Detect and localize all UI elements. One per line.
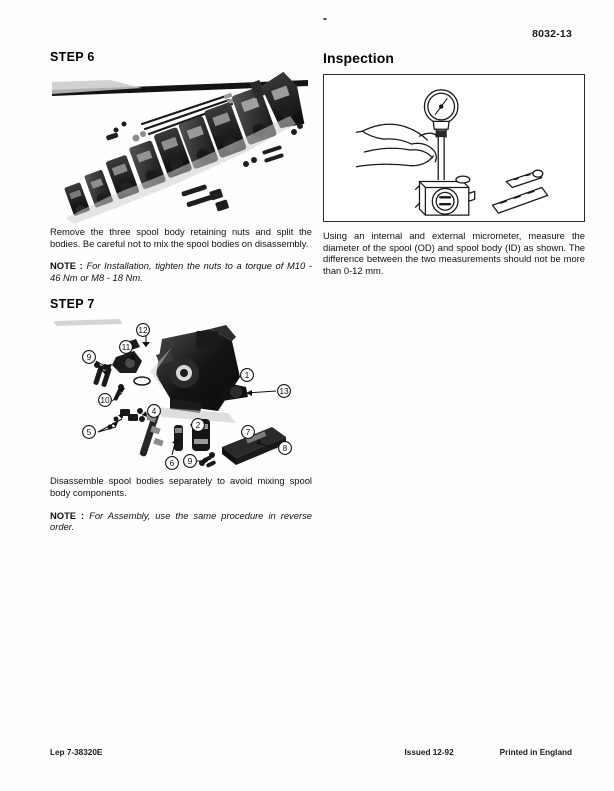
step-7-note xyxy=(50,510,312,533)
svg-text:13: 13 xyxy=(279,386,289,397)
svg-text:12: 12 xyxy=(138,325,148,336)
micrometer-bore-gauge-measurement-drawing xyxy=(324,75,584,221)
callout-9 xyxy=(83,351,96,364)
scan-artifact-dot xyxy=(323,18,327,20)
step-7-note-label: NOTE : xyxy=(50,509,85,521)
callout-13 xyxy=(278,385,291,398)
left-column xyxy=(50,50,312,533)
step-7-figure xyxy=(50,315,312,475)
callout-5 xyxy=(83,426,96,439)
step-6-title: STEP 6 xyxy=(50,50,95,64)
callout-12 xyxy=(137,324,150,337)
step-6-note xyxy=(50,260,312,283)
svg-text:5: 5 xyxy=(86,427,92,438)
callout-1 xyxy=(241,369,254,382)
inspection-body-text: Using an internal and external micrometer, measure the diameter of the spool (OD) and spool body (ID) as shown. The difference between the two measurements should not be more than 0-12 mm. xyxy=(323,230,585,276)
inspection-title: Inspection xyxy=(323,50,395,66)
svg-text:8: 8 xyxy=(282,443,288,454)
svg-text:6: 6 xyxy=(169,458,175,469)
footer-printed-in: Printed in England xyxy=(499,748,572,757)
svg-text:1: 1 xyxy=(244,370,250,381)
callout-10 xyxy=(99,394,112,407)
step-6-body-text: Remove the three spool body retaining nuts and split the bodies. Be careful not to mix the spool bodies on disassembly. xyxy=(50,226,312,249)
step-7-body-text: Disassemble spool bodies separately to avoid mixing spool body components. xyxy=(50,475,312,498)
callout-6 xyxy=(166,457,179,470)
svg-text:2: 2 xyxy=(195,420,201,431)
svg-text:10: 10 xyxy=(100,395,110,406)
svg-text:4: 4 xyxy=(151,406,157,417)
exploded-view-spool-bodies-photo xyxy=(50,68,312,226)
page-number-header: 8032-13 xyxy=(532,28,572,40)
footer-issued-date: Issued 12-92 xyxy=(404,748,454,757)
svg-text:11: 11 xyxy=(121,342,131,353)
step-7-title: STEP 7 xyxy=(50,297,95,312)
svg-text:9: 9 xyxy=(187,456,193,467)
step-6-note-label: NOTE : xyxy=(50,260,83,272)
step-6-figure xyxy=(50,68,312,226)
callout-4 xyxy=(148,405,161,418)
callout-8 xyxy=(279,442,292,455)
exploded-view-spool-body-components-photo xyxy=(50,315,312,475)
callout-7 xyxy=(242,426,255,439)
footer-document-code: Lep 7-38320E xyxy=(50,748,103,757)
step-6-note-text: For Installation, tighten the nuts to a torque of M10 - 46 Nm or M8 - 18 Nm. xyxy=(50,260,312,283)
inspection-figure-box xyxy=(323,74,585,222)
step-7-note-text: For Assembly, use the same procedure in reverse order. xyxy=(50,509,312,533)
right-column xyxy=(323,50,585,276)
svg-text:7: 7 xyxy=(245,427,251,438)
callout-2 xyxy=(192,419,205,432)
svg-text:9: 9 xyxy=(86,352,92,363)
page-footer xyxy=(50,748,572,757)
callout-9b xyxy=(184,455,197,468)
callout-11 xyxy=(120,341,133,354)
